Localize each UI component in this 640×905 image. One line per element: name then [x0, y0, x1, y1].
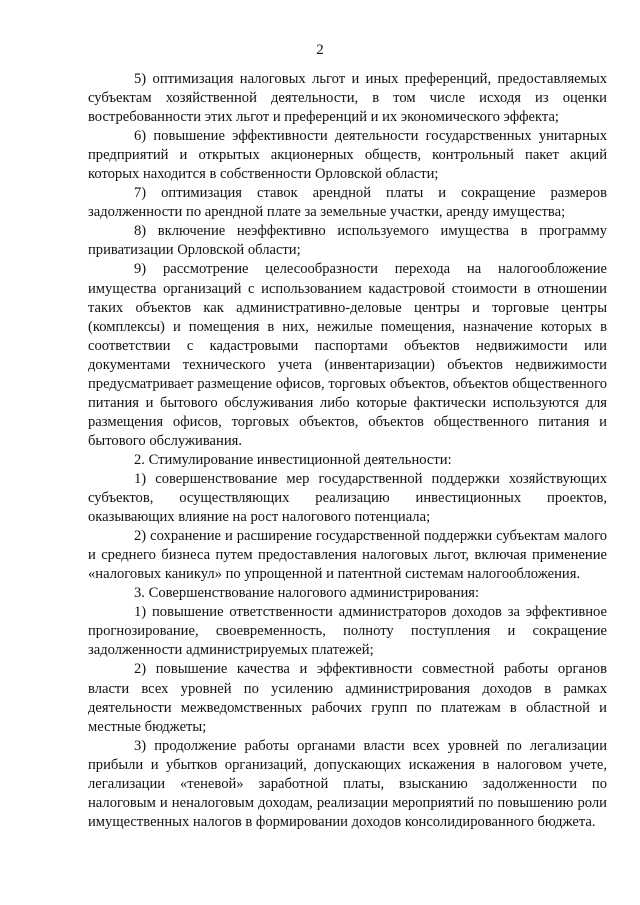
paragraph-investment-item-1: 1) совершенствование мер государственной поддержки хозяйствующих субъектов, осуществляющих реализацию инвестиционных проектов, оказывающих влияние на рост налогового потенциала; — [88, 470, 607, 526]
paragraph-item-6-state-enterprises: 6) повышение эффективности деятельности государственных унитарных предприятий и открытых акционерных обществ, контрольный пакет акций которых находится в собственности Орловской области; — [88, 128, 607, 183]
section-heading-tax-administration: 3. Совершенствование налогового администрирования: — [134, 585, 480, 602]
paragraph-administration-item-1: 1) повышение ответственности администраторов доходов за эффективное прогнозирование, своевременность, полноту поступления и сокращение задолженности администрируемых платежей; — [88, 604, 607, 659]
paragraph-item-9-cadastral-value: 9) рассмотрение целесообразности перехода на налогообложение имущества организаций с использованием кадастровой стоимости в отношении таких объектов как административно-деловые центры и торговые центры (комплексы) и помещения в них, нежилые помещения, назначение которых в соответствии с кадастровыми паспортами объектов недвижимости или документами технического учета (инвентаризации) объектов недвижимости предусматривает размещение офисов, торговых объектов, объектов общественного питания и бытового обслуживания либо которые фактически используются для размещения офисов, торговых объектов, объектов общественного питания и бытового обслуживания. — [88, 261, 607, 449]
paragraph-administration-item-3: 3) продолжение работы органами власти всех уровней по легализации прибыли и убытков организаций, допускающих искажения в налоговом учете, легализации «теневой» заработной платы, взысканию задолженности по налоговым и неналоговым доходам, реализации мероприятий по повышению роли имущественных налогов в формировании доходов консолидированного бюджета. — [88, 737, 607, 830]
paragraph-administration-item-2: 2) повышение качества и эффективности совместной работы органов власти всех уровней по усилению администрирования доходов в рамках деятельности межведомственных рабочих групп по платежам в областной и местные бюджеты; — [88, 661, 607, 735]
section-heading-investment: 2. Стимулирование инвестиционной деятельности: — [134, 451, 452, 468]
page-number: 2 — [316, 42, 324, 58]
document-body — [88, 70, 607, 832]
paragraph-investment-item-2: 2) сохранение и расширение государственной поддержки субъектам малого и среднего бизнеса путем предоставления налоговых льгот, включая применение «налоговых каникул» по упрощенной и патентной системам налогообложения. — [88, 528, 607, 583]
paragraph-item-5-tax-benefits: 5) оптимизация налоговых льгот и иных преференций, предоставляемых субъектам хозяйственной деятельности, в том числе исходя из оценки востребованности этих льгот и преференций и их экономического эффекта; — [88, 71, 607, 126]
paragraph-item-7-rent-rates: 7) оптимизация ставок арендной платы и сокращение размеров задолженности по арендной плате за земельные участки, аренду имущества; — [88, 185, 607, 221]
paragraph-item-8-privatization: 8) включение неэффективно используемого имущества в программу приватизации Орловской области; — [88, 223, 607, 259]
